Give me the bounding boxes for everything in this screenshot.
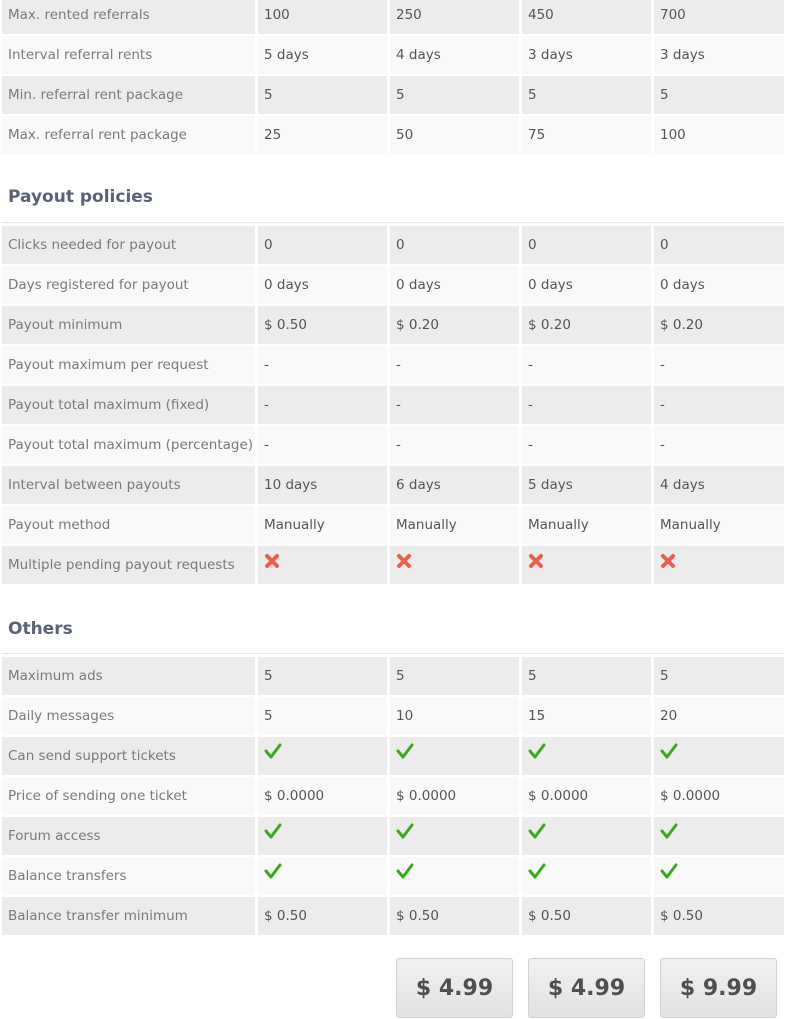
row-value: $ 0.50 bbox=[258, 897, 387, 935]
row-value: - bbox=[654, 386, 784, 424]
row-label: Maximum ads bbox=[2, 657, 255, 695]
cross-icon bbox=[660, 546, 676, 584]
row-value bbox=[390, 737, 519, 775]
row-value bbox=[390, 546, 519, 584]
row-value: 25 bbox=[258, 116, 387, 154]
row-value: 4 days bbox=[654, 466, 784, 504]
check-icon bbox=[396, 817, 414, 855]
row-value bbox=[258, 737, 387, 775]
row-value: 4 days bbox=[390, 36, 519, 74]
table-row bbox=[0, 506, 789, 544]
row-value: 50 bbox=[390, 116, 519, 154]
row-value: 3 days bbox=[654, 36, 784, 74]
row-label: Payout method bbox=[2, 506, 255, 544]
row-value bbox=[390, 857, 519, 895]
row-value: 6 days bbox=[390, 466, 519, 504]
check-icon bbox=[264, 817, 282, 855]
row-label: Payout minimum bbox=[2, 306, 255, 344]
row-label: Max. referral rent package bbox=[2, 116, 255, 154]
row-value: Manually bbox=[522, 506, 651, 544]
row-value: 5 bbox=[522, 76, 651, 114]
row-label: Payout maximum per request bbox=[2, 346, 255, 384]
row-value bbox=[654, 546, 784, 584]
row-label: Balance transfer minimum bbox=[2, 897, 255, 935]
row-value: 100 bbox=[258, 0, 387, 34]
row-value: 5 bbox=[522, 657, 651, 695]
row-value: 5 bbox=[654, 657, 784, 695]
section-title-payout: Payout policies bbox=[8, 187, 153, 207]
row-value: - bbox=[390, 426, 519, 464]
table-row bbox=[0, 897, 789, 935]
row-value: 5 bbox=[390, 657, 519, 695]
row-value bbox=[258, 817, 387, 855]
row-value: 0 bbox=[258, 226, 387, 264]
row-value: 0 days bbox=[522, 266, 651, 304]
table-row bbox=[0, 426, 789, 464]
row-value: - bbox=[654, 426, 784, 464]
table-row bbox=[0, 697, 789, 735]
row-value: $ 0.0000 bbox=[258, 777, 387, 815]
row-value: 700 bbox=[654, 0, 784, 34]
row-value: 0 days bbox=[654, 266, 784, 304]
check-icon bbox=[660, 817, 678, 855]
check-icon bbox=[396, 857, 414, 895]
row-value: 3 days bbox=[522, 36, 651, 74]
row-value: 15 bbox=[522, 697, 651, 735]
row-value: $ 0.50 bbox=[258, 306, 387, 344]
row-value: 5 days bbox=[522, 466, 651, 504]
row-value: $ 0.50 bbox=[654, 897, 784, 935]
table-row bbox=[0, 737, 789, 775]
price-button-2[interactable]: $ 4.99 bbox=[528, 958, 645, 1018]
row-label: Clicks needed for payout bbox=[2, 226, 255, 264]
table-row bbox=[0, 657, 789, 695]
row-value: 10 bbox=[390, 697, 519, 735]
row-value: - bbox=[258, 426, 387, 464]
row-value: - bbox=[390, 346, 519, 384]
cross-icon bbox=[264, 546, 280, 584]
row-value: $ 0.20 bbox=[390, 306, 519, 344]
check-icon bbox=[528, 817, 546, 855]
row-label: Days registered for payout bbox=[2, 266, 255, 304]
row-value: 5 bbox=[390, 76, 519, 114]
row-value: 10 days bbox=[258, 466, 387, 504]
row-label: Max. rented referrals bbox=[2, 0, 255, 34]
table-row bbox=[0, 817, 789, 855]
check-icon bbox=[660, 737, 678, 775]
row-value: - bbox=[654, 346, 784, 384]
row-value: $ 0.20 bbox=[654, 306, 784, 344]
check-icon bbox=[396, 737, 414, 775]
section-divider bbox=[2, 653, 784, 654]
row-value: - bbox=[258, 386, 387, 424]
table-row bbox=[0, 266, 789, 304]
table-row bbox=[0, 857, 789, 895]
table-row bbox=[0, 546, 789, 584]
row-value: $ 0.20 bbox=[522, 306, 651, 344]
row-label: Forum access bbox=[2, 817, 255, 855]
table-row bbox=[0, 466, 789, 504]
row-label: Can send support tickets bbox=[2, 737, 255, 775]
row-value: 75 bbox=[522, 116, 651, 154]
row-value bbox=[258, 546, 387, 584]
row-value: - bbox=[258, 346, 387, 384]
check-icon bbox=[264, 737, 282, 775]
row-value: - bbox=[390, 386, 519, 424]
section-title-others: Others bbox=[8, 619, 73, 639]
row-value: 0 bbox=[390, 226, 519, 264]
row-value bbox=[522, 737, 651, 775]
check-icon bbox=[660, 857, 678, 895]
row-label: Balance transfers bbox=[2, 857, 255, 895]
row-value bbox=[522, 857, 651, 895]
row-value bbox=[522, 817, 651, 855]
table-row bbox=[0, 777, 789, 815]
row-value bbox=[654, 817, 784, 855]
row-value: 5 bbox=[654, 76, 784, 114]
row-label: Multiple pending payout requests bbox=[2, 546, 255, 584]
table-row bbox=[0, 306, 789, 344]
row-value: $ 0.0000 bbox=[654, 777, 784, 815]
row-value: Manually bbox=[390, 506, 519, 544]
table-row bbox=[0, 116, 789, 154]
row-value: 250 bbox=[390, 0, 519, 34]
row-value: 5 days bbox=[258, 36, 387, 74]
row-value: 5 bbox=[258, 76, 387, 114]
table-row bbox=[0, 36, 789, 74]
cross-icon bbox=[396, 546, 412, 584]
row-value bbox=[390, 817, 519, 855]
check-icon bbox=[528, 737, 546, 775]
row-label: Interval between payouts bbox=[2, 466, 255, 504]
row-value: 450 bbox=[522, 0, 651, 34]
price-button-1[interactable]: $ 4.99 bbox=[396, 958, 513, 1018]
row-value: - bbox=[522, 386, 651, 424]
table-row bbox=[0, 0, 789, 34]
row-value bbox=[654, 737, 784, 775]
row-value: - bbox=[522, 346, 651, 384]
row-value: Manually bbox=[654, 506, 784, 544]
table-row bbox=[0, 346, 789, 384]
row-value: 0 days bbox=[390, 266, 519, 304]
row-value bbox=[654, 857, 784, 895]
row-value bbox=[258, 857, 387, 895]
row-value: 0 bbox=[522, 226, 651, 264]
table-row bbox=[0, 226, 789, 264]
row-value: - bbox=[522, 426, 651, 464]
row-value: 0 days bbox=[258, 266, 387, 304]
row-label: Min. referral rent package bbox=[2, 76, 255, 114]
row-value: 5 bbox=[258, 697, 387, 735]
check-icon bbox=[528, 857, 546, 895]
row-value: $ 0.0000 bbox=[522, 777, 651, 815]
row-label: Daily messages bbox=[2, 697, 255, 735]
row-label: Payout total maximum (percentage) bbox=[2, 426, 255, 464]
row-value: $ 0.50 bbox=[390, 897, 519, 935]
row-value: Manually bbox=[258, 506, 387, 544]
row-value: 5 bbox=[258, 657, 387, 695]
row-label: Interval referral rents bbox=[2, 36, 255, 74]
row-label: Payout total maximum (fixed) bbox=[2, 386, 255, 424]
row-value: $ 0.0000 bbox=[390, 777, 519, 815]
row-value: 20 bbox=[654, 697, 784, 735]
section-divider bbox=[2, 222, 784, 223]
row-value bbox=[522, 546, 651, 584]
table-row bbox=[0, 386, 789, 424]
row-label: Price of sending one ticket bbox=[2, 777, 255, 815]
table-row bbox=[0, 76, 789, 114]
row-value: 100 bbox=[654, 116, 784, 154]
check-icon bbox=[264, 857, 282, 895]
row-value: 0 bbox=[654, 226, 784, 264]
price-button-3[interactable]: $ 9.99 bbox=[660, 958, 777, 1018]
row-value: $ 0.50 bbox=[522, 897, 651, 935]
cross-icon bbox=[528, 546, 544, 584]
